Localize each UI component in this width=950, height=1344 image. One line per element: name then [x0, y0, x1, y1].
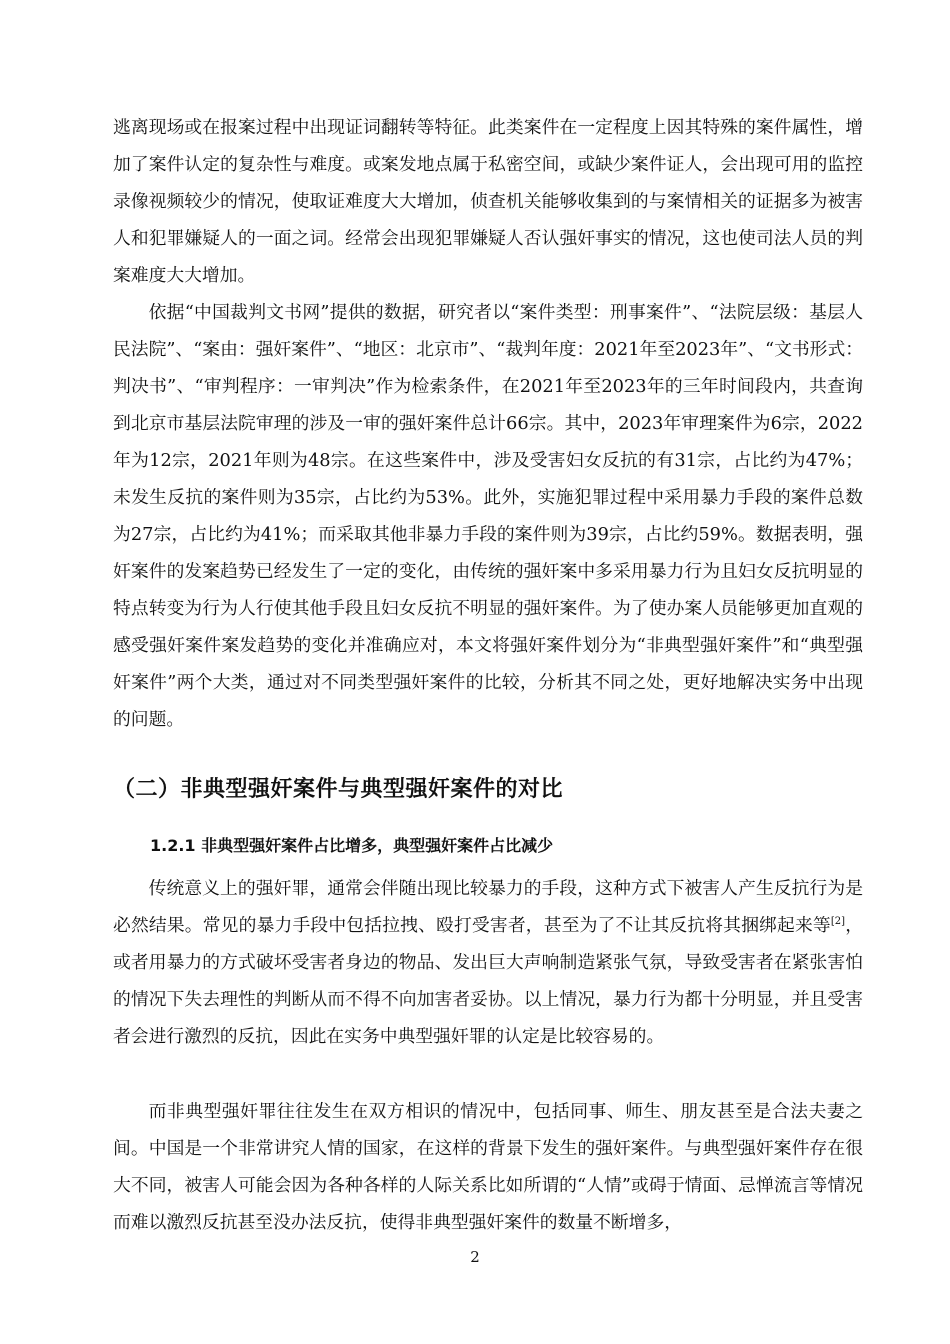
section-heading: （二）非典型强奸案件与典型强奸案件的对比	[113, 777, 564, 802]
paragraph-search-statistics: 依据“中国裁判文书网”提供的数据，研究者以“案件类型：刑事案件”、“法院层级：基层人民法院”、“案由：强奸案件”、“地区：北京市”、“裁判年度：2021年至2023年”、“文书形式：判决书”、“审判程序：一审判决”作为检索条件，在2021年至2023年的三年时间段内，共查询到北京市基层法院审理的涉及一审的强奸案件总计66宗。其中，2023年审理案件为6宗，2022年为12宗，2021年则为48宗。在这些案件中，涉及受害妇女反抗的有31宗，占比约为47%；未发生反抗的案件则为35宗，占比约为53%。此外，实施犯罪过程中采用暴力手段的案件总数为27宗，占比约为41%；而采取其他非暴力手段的案件则为39宗，占比约59%。数据表明，强奸案件的发案趋势已经发生了一定的变化，由传统的强奸案中多采用暴力行为且妇女反抗明显的特点转变为行为人行使其他手段且妇女反抗不明显的强奸案件。为了使办案人员能够更加直观的感受强奸案件案发趋势的变化并准确应对，本文将强奸案件划分为“非典型强奸案件”和“典型强奸案件”两个大类，通过对不同类型强奸案件的比较，分析其不同之处，更好地解决实务中出现的问题。	[113, 302, 864, 730]
paragraph-traditional-rape	[113, 870, 863, 1055]
subsection-heading: 1.2.1 非典型强奸案件占比增多，典型强奸案件占比减少	[150, 836, 554, 855]
paragraph-case-characteristics: 逃离现场或在报案过程中出现证词翻转等特征。此类案件在一定程度上因其特殊的案件属性，增加了案件认定的复杂性与难度。或案发地点属于私密空间，或缺少案件证人，会出现可用的监控录像视频较少的情况，使取证难度大大增加，侦查机关能够收集到的与案情相关的证据多为被害人和犯罪嫌疑人的一面之词。经常会出现犯罪嫌疑人否认强奸事实的情况，这也使司法人员的判案难度大大增加。	[113, 117, 863, 286]
citation-reference[interactable]: [2]	[830, 916, 846, 927]
page-number: 2	[470, 1248, 480, 1266]
paragraph-text-part: 传统意义上的强奸罪，通常会伴随出现比较暴力的手段，这种方式下被害人产生反抗行为是必然结果。常见的暴力手段中包括拉拽、殴打受害者，甚至为了不让其反抗将其捆绑起来等	[113, 878, 863, 936]
paragraph-text-part: ，或者用暴力的方式破坏受害者身边的物品、发出巨大声响制造紧张气氛，导致受害者在紧张害怕的情况下失去理性的判断从而不得不向加害者妥协。以上情况，暴力行为都十分明显，并且受害者会进行激烈的反抗，因此在实务中典型强奸罪的认定是比较容易的。	[113, 915, 863, 1047]
paragraph-atypical-rape: 而非典型强奸罪往往发生在双方相识的情况中，包括同事、师生、朋友甚至是合法夫妻之间。中国是一个非常讲究人情的国家，在这样的背景下发生的强奸案件。与典型强奸案件存在很大不同，被害人可能会因为各种各样的人际关系比如所谓的“人情”或碍于情面、忌惮流言等情况而难以激烈反抗甚至没办法反抗，使得非典型强奸案件的数量不断增多，	[113, 1101, 863, 1233]
